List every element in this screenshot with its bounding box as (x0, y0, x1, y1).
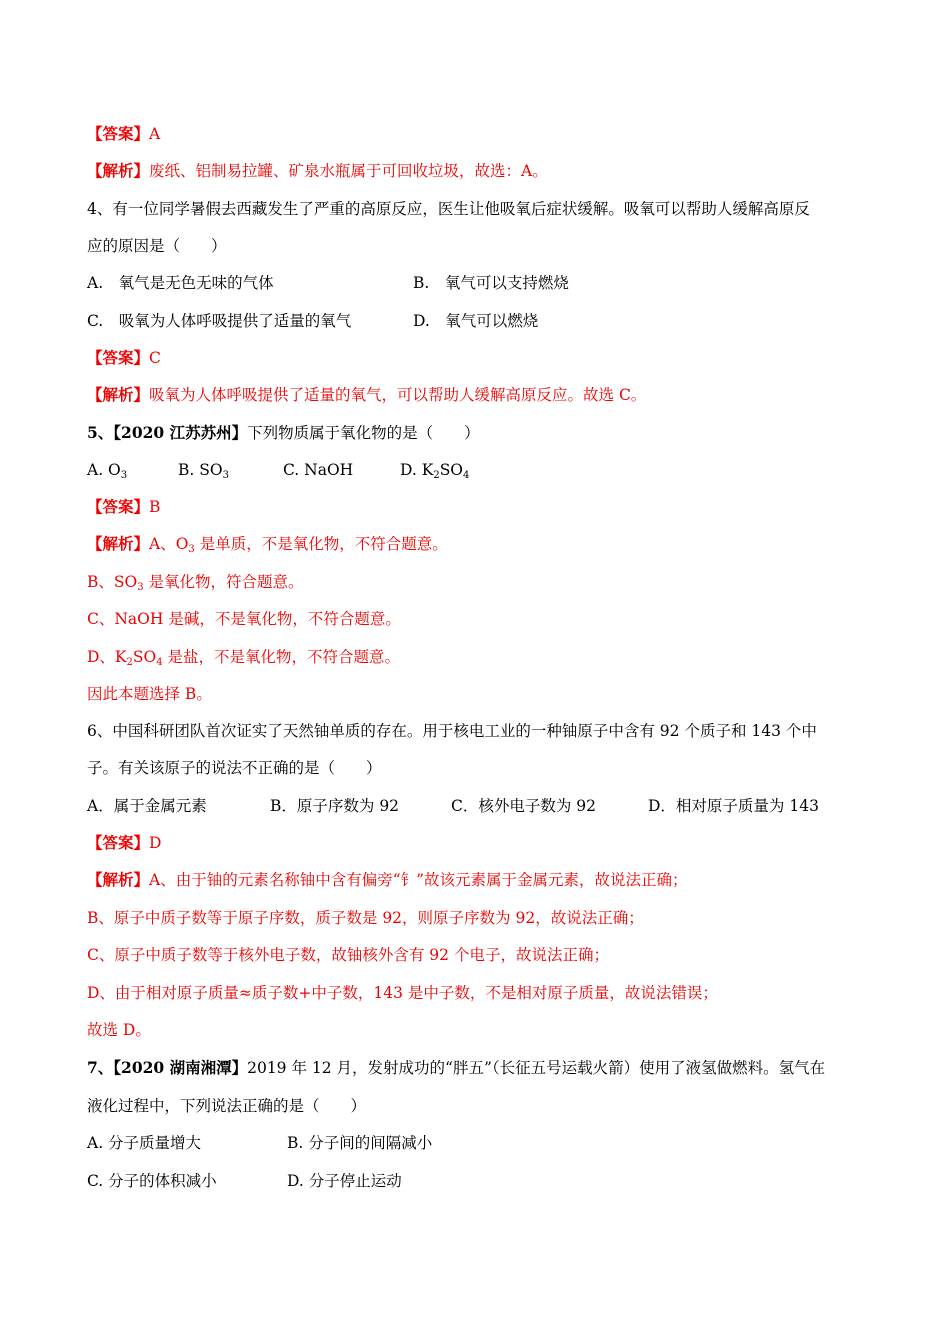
answer-tag: 【答案】 (87, 497, 150, 516)
answer-tag: 【答案】 (87, 124, 150, 143)
question-number: 7、 (87, 1058, 114, 1077)
subscript: 3 (188, 544, 195, 555)
q4-option-b: B. 氧气可以支持燃烧 (413, 274, 569, 292)
q6-option-d: D．相对原子质量为 143 (648, 797, 819, 815)
q3-analysis-line (87, 161, 548, 181)
subscript: 3 (137, 582, 144, 593)
q4-option-a: A. 氧气是无色无味的气体 (87, 274, 274, 292)
q7-stem-line1 (87, 1058, 825, 1078)
q7-option-c: C. 分子的体积减小 (87, 1172, 217, 1190)
answer-value: A (149, 125, 161, 143)
analysis-text: 是单质，不是氧化物，不符合题意。 (194, 535, 448, 553)
q6-stem-line1: 6、中国科研团队首次证实了天然铀单质的存在。用于核电工业的一种铀原子中含有 92 个质子和 143 个中 (87, 722, 817, 740)
q6-stem-line2: 子。有关该原子的说法不正确的是（ ） (87, 759, 382, 777)
answer-value: C (149, 349, 161, 367)
analysis-text: 是盐，不是氧化物，不符合题意。 (162, 648, 401, 666)
analysis-text: B、SO (87, 573, 138, 591)
q4-stem-line2: 应的原因是（ ） (87, 237, 227, 255)
q5-option-d (400, 460, 469, 480)
option-text: C. NaOH (283, 461, 354, 479)
q5-analysis-b (87, 572, 304, 592)
subscript: 2 (126, 657, 133, 668)
subscript: 2 (433, 470, 440, 481)
q5-option-c (283, 460, 353, 480)
q7-option-d: D. 分子停止运动 (287, 1172, 402, 1190)
analysis-tag: 【解析】 (87, 870, 150, 889)
q4-option-d: D. 氧气可以燃烧 (413, 312, 539, 330)
q6-option-c: C．核外电子数为 92 (451, 797, 597, 815)
q6-option-a: A．属于金属元素 (87, 797, 207, 815)
q4-answer-line (87, 348, 161, 368)
analysis-tag: 【解析】 (87, 534, 150, 553)
q5-stem (87, 423, 480, 443)
question-source: 【2020 湖南湘潭】 (113, 1058, 248, 1077)
option-text: A. O (87, 461, 121, 479)
analysis-text: A、由于铀的元素名称铀中含有偏旁“钅”故该元素属于金属元素，故说法正确； (149, 871, 688, 889)
q7-option-b: B. 分子间的间隔减小 (287, 1134, 433, 1152)
subscript: 3 (120, 470, 128, 481)
q5-answer-line (87, 497, 160, 517)
question-text: 2019 年 12 月，发射成功的“胖五”（长征五号运载火箭）使用了液氢做燃料。氢气在 (247, 1059, 826, 1077)
subscript: 3 (222, 470, 229, 481)
q4-option-c: C. 吸氧为人体呼吸提供了适量的氧气 (87, 312, 352, 330)
analysis-text: SO (132, 648, 157, 666)
q6-analysis-a (87, 870, 688, 890)
answer-value: B (149, 498, 161, 516)
question-text: 下列物质属于氧化物的是（ ） (247, 424, 480, 442)
q6-option-b: B．原子序数为 92 (270, 797, 400, 815)
analysis-tag: 【解析】 (87, 161, 150, 180)
q5-analysis-a (87, 534, 448, 554)
q5-option-a (87, 460, 127, 480)
analysis-tag: 【解析】 (87, 385, 150, 404)
q6-conclusion: 故选 D。 (87, 1021, 151, 1039)
option-text: SO (439, 461, 464, 479)
q5-analysis-c: C、NaOH 是碱，不是氧化物，不符合题意。 (87, 610, 401, 628)
subscript: 4 (156, 657, 163, 668)
q5-analysis-d (87, 647, 400, 667)
subscript: 4 (463, 470, 470, 481)
q6-analysis-b: B、原子中质子数等于原子序数，质子数是 92，则原子序数为 92，故说法正确； (87, 909, 644, 927)
q6-analysis-d: D、由于相对原子质量≈质子数+中子数，143 是中子数，不是相对原子质量，故说法错误； (87, 984, 718, 1002)
q6-analysis-c: C、原子中质子数等于核外电子数，故铀核外含有 92 个电子，故说法正确； (87, 946, 609, 964)
question-source: 【2020 江苏苏州】 (113, 423, 248, 442)
analysis-text: D、K (87, 648, 127, 666)
option-text: B. SO (178, 461, 223, 479)
answer-tag: 【答案】 (87, 833, 150, 852)
q3-answer-line (87, 124, 160, 144)
answer-tag: 【答案】 (87, 348, 150, 367)
analysis-text: A、O (149, 535, 189, 553)
answer-value: D (149, 834, 162, 852)
option-text: D. K (400, 461, 434, 479)
analysis-text: 是氧化物，符合题意。 (143, 573, 304, 591)
question-number: 5、 (87, 423, 114, 442)
q7-stem-line2: 液化过程中，下列说法正确的是（ ） (87, 1097, 367, 1115)
q4-analysis-line (87, 385, 646, 405)
q5-option-b (178, 460, 229, 480)
analysis-text: 废纸、铝制易拉罐、矿泉水瓶属于可回收垃圾，故选：A。 (149, 162, 548, 180)
q5-conclusion: 因此本题选择 B。 (87, 685, 212, 703)
analysis-text: 吸氧为人体呼吸提供了适量的氧气，可以帮助人缓解高原反应。故选 C。 (149, 386, 647, 404)
q7-option-a: A. 分子质量增大 (87, 1134, 202, 1152)
q6-answer-line (87, 833, 161, 853)
q4-stem-line1: 4、有一位同学暑假去西藏发生了严重的高原反应，医生让他吸氧后症状缓解。吸氧可以帮助人缓解高原反 (87, 200, 810, 218)
